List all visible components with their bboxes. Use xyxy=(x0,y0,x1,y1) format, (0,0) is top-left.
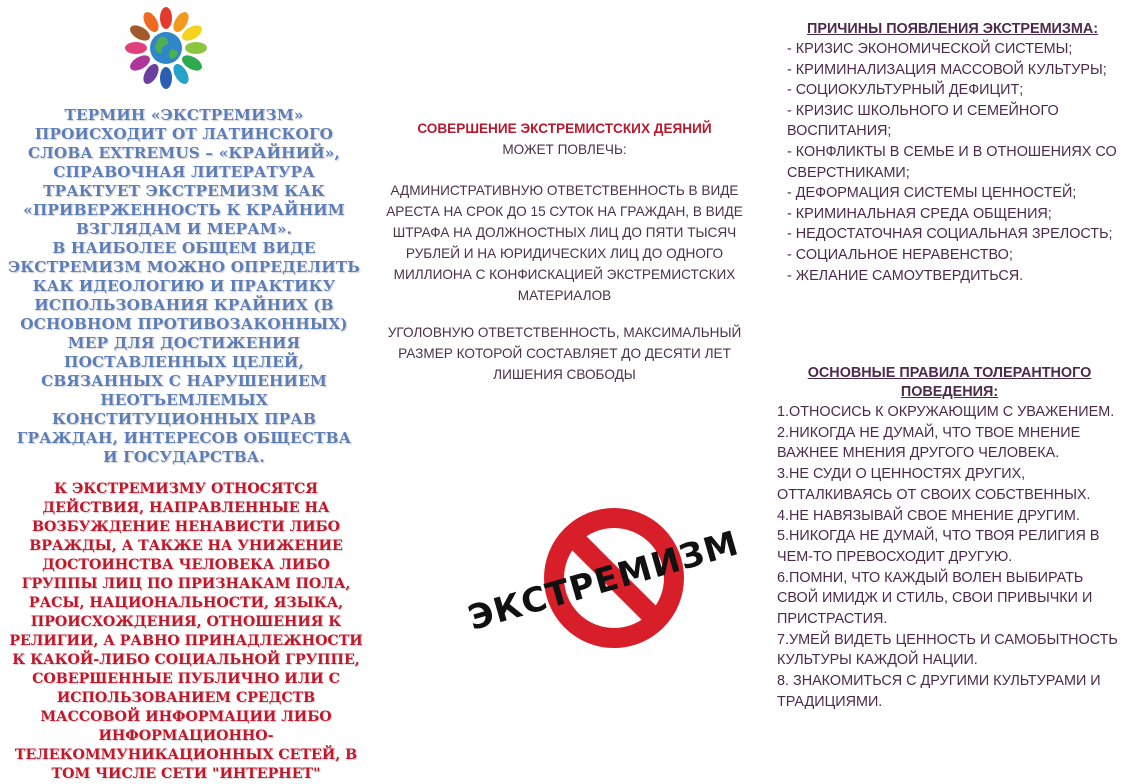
list-item: - КРИЗИС ЭКОНОМИЧЕСКОЙ СИСТЕМЫ; xyxy=(787,41,1073,57)
list-item: - ЖЕЛАНИЕ САМОУТВЕРДИТЬСЯ. xyxy=(787,267,1024,284)
list-item: 2.НИКОГДА НЕ ДУМАЙ, ЧТО ТВОЕ МНЕНИЕ ВАЖНЕЕ МНЕНИЯ ДРУГОГО ЧЕЛОВЕКА. xyxy=(777,424,1081,462)
list-item: 5.НИКОГДА НЕ ДУМАЙ, ЧТО ТВОЯ РЕЛИГИЯ В ЧЕМ-ТО ПРЕВОСХОДИТ ДРУГУЮ. xyxy=(777,528,1100,565)
causes-title: ПРИЧИНЫ ПОЯВЛЕНИЯ ЭКСТРЕМИЗМА: xyxy=(807,21,1099,37)
globe-with-hands-icon xyxy=(124,6,208,90)
liability-heading-red: СОВЕРШЕНИЕ ЭКСТРЕМИСТСКИХ ДЕЯНИЙ xyxy=(417,121,712,136)
rules-title: ОСНОВНЫЕ ПРАВИЛА ТОЛЕРАНТНОГО ПОВЕДЕНИЯ: xyxy=(807,365,1092,400)
list-item: - КОНФЛИКТЫ В СЕМЬЕ И В ОТНОШЕНИЯХ СО СВЕРСТНИКАМИ; xyxy=(787,143,1117,181)
list-item: 3.НЕ СУДИ О ЦЕННОСТЯХ ДРУГИХ, ОТТАЛКИВАЯСЬ ОТ СВОИХ СОБСТВЕННЫХ. xyxy=(777,466,1091,503)
list-item: - СОЦИОКУЛЬТУРНЫЙ ДЕФИЦИТ; xyxy=(787,82,1024,99)
list-item: 6.ПОМНИ, ЧТО КАЖДЫЙ ВОЛЕН ВЫБИРАТЬ СВОЙ ИМИДЖ И СТИЛЬ, СВОИ ПРИВЫЧКИ И ПРИСТРАСТИЯ. xyxy=(777,569,1093,628)
right-column xyxy=(757,0,1129,781)
middle-column xyxy=(372,0,757,781)
list-item: - КРИЗИС ШКОЛЬНОГО И СЕМЕЙНОГО ВОСПИТАНИЯ; xyxy=(787,102,1059,140)
list-item: - СОЦИАЛЬНОЕ НЕРАВЕНСТВО; xyxy=(787,246,1013,263)
causes-list xyxy=(787,39,1127,286)
extremism-definition xyxy=(8,106,360,467)
causes-section xyxy=(787,20,1127,286)
criminal-liability-text: УГОЛОВНУЮ ОТВЕТСТВЕННОСТЬ, МАКСИМАЛЬНЫЙ РАЗМЕР КОТОРОЙ СОСТАВЛЯЕТ ДО ДЕСЯТИ ЛЕТ ЛИШЕНИЯ СВОБОДЫ xyxy=(387,325,742,382)
list-item: - КРИМИНАЛЬНАЯ СРЕДА ОБЩЕНИЯ; xyxy=(787,205,1052,222)
list-item: 1.ОТНОСИСЬ К ОКРУЖАЮЩИМ С УВАЖЕНИЕМ. xyxy=(777,404,1115,420)
list-item: - НЕДОСТАТОЧНАЯ СОЦИАЛЬНАЯ ЗРЕЛОСТЬ; xyxy=(787,226,1113,243)
liability-heading-rest: МОЖЕТ ПОВЛЕЧЬ: xyxy=(502,142,627,157)
prohibited-word: ЭКСТРЕМИЗМ xyxy=(463,523,744,639)
extremism-actions-paragraph: К ЭКСТРЕМИЗМУ ОТНОСЯТСЯ ДЕЙСТВИЯ, НАПРАВЛЕННЫЕ НА ВОЗБУЖДЕНИЕ НЕНАВИСТИ ЛИБО ВРАЖДЫ, А ТАКЖЕ НА УНИЖЕНИЕ ДОСТОИНСТВА ЧЕЛОВЕКА ЛИБО ГРУППЫ ЛИЦ ПО ПРИЗНАКАМ ПОЛА, РАСЫ, НАЦИОНАЛЬНОСТИ, ЯЗЫКА, ПРОИСХОЖДЕНИЯ, ОТНОШЕНИЯ К РЕЛИГИИ, А РАВНО ПРИНАДЛЕЖНОСТИ К КАКОЙ-ЛИБО СОЦИАЛЬНОЙ ГРУППЕ, СОВЕРШЕННЫЕ ПУБЛИЧНО ИЛИ С ИСПОЛЬЗОВАНИЕМ СРЕДСТВ МАССОВОЙ ИНФОРМАЦИИ ЛИБО ИНФОРМАЦИОННО-ТЕЛЕКОММУНИКАЦИОННЫХ СЕТЕЙ, В ТОМ ЧИСЛЕ СЕТИ "ИНТЕРНЕТ" xyxy=(9,481,363,782)
list-item: - ДЕФОРМАЦИЯ СИСТЕМЫ ЦЕННОСТЕЙ; xyxy=(787,185,1077,202)
prohibition-sign-icon xyxy=(444,500,764,650)
liability-heading xyxy=(372,118,757,160)
rules-list xyxy=(777,402,1122,713)
list-item: - КРИМИНАЛИЗАЦИЯ МАССОВОЙ КУЛЬТУРЫ; xyxy=(787,61,1107,78)
tolerance-rules-section xyxy=(777,364,1122,713)
administrative-liability-text: АДМИНИСТРАТИВНУЮ ОТВЕТСТВЕННОСТЬ В ВИДЕ АРЕСТА НА СРОК ДО 15 СУТОК НА ГРАЖДАН, В ВИДЕ ШТРАФА НА ДОЛЖНОСТНЫХ ЛИЦ ДО ПЯТИ ТЫСЯЧ РУБЛЕЙ И НА ЮРИДИЧЕСКИХ ЛИЦ ДО ОДНОГО МИЛЛИОНА С КОНФИСКАЦИЕЙ ЭКСТРЕМИСТСКИХ МАТЕРИАЛОВ xyxy=(386,183,743,303)
list-item: 4.НЕ НАВЯЗЫВАЙ СВОЕ МНЕНИЕ ДРУГИМ. xyxy=(777,507,1080,524)
definition-paragraph-2: В НАИБОЛЕЕ ОБЩЕМ ВИДЕ ЭКСТРЕМИЗМ МОЖНО ОПРЕДЕЛИТЬ КАК ИДЕОЛОГИЮ И ПРАКТИКУ ИСПОЛЬЗОВАНИЯ КРАЙНИХ (В ОСНОВНОМ ПРОТИВОЗАКОННЫХ) МЕР ДЛЯ ДОСТИЖЕНИЯ ПОСТАВЛЕННЫХ ЦЕЛЕЙ, СВЯЗАННЫХ С НАРУШЕНИЕМ НЕОТЪЕМЛЕМЫХ КОНСТИТУЦИОННЫХ ПРАВ ГРАЖДАН, ИНТЕРЕСОВ ОБЩЕСТВА И ГОСУДАРСТВА. xyxy=(8,239,360,466)
list-item: 8. ЗНАКОМИТЬСЯ С ДРУГИМИ КУЛЬТУРАМИ И ТРАДИЦИЯМИ. xyxy=(777,673,1101,710)
definition-paragraph-1: ТЕРМИН «ЭКСТРЕМИЗМ» ПРОИСХОДИТ ОТ ЛАТИНСКОГО СЛОВА EXTREMUS – «КРАЙНИЙ», СПРАВОЧНАЯ ЛИТЕРАТУРА ТРАКТУЕТ ЭКСТРЕМИЗМ КАК «ПРИВЕРЖЕННОСТЬ К КРАЙНИМ ВЗГЛЯДАМ И МЕРАМ». xyxy=(23,106,345,238)
list-item: 7.УМЕЙ ВИДЕТЬ ЦЕННОСТЬ И САМОБЫТНОСТЬ КУЛЬТУРЫ КАЖДОЙ НАЦИИ. xyxy=(777,631,1118,669)
left-column xyxy=(0,0,372,781)
